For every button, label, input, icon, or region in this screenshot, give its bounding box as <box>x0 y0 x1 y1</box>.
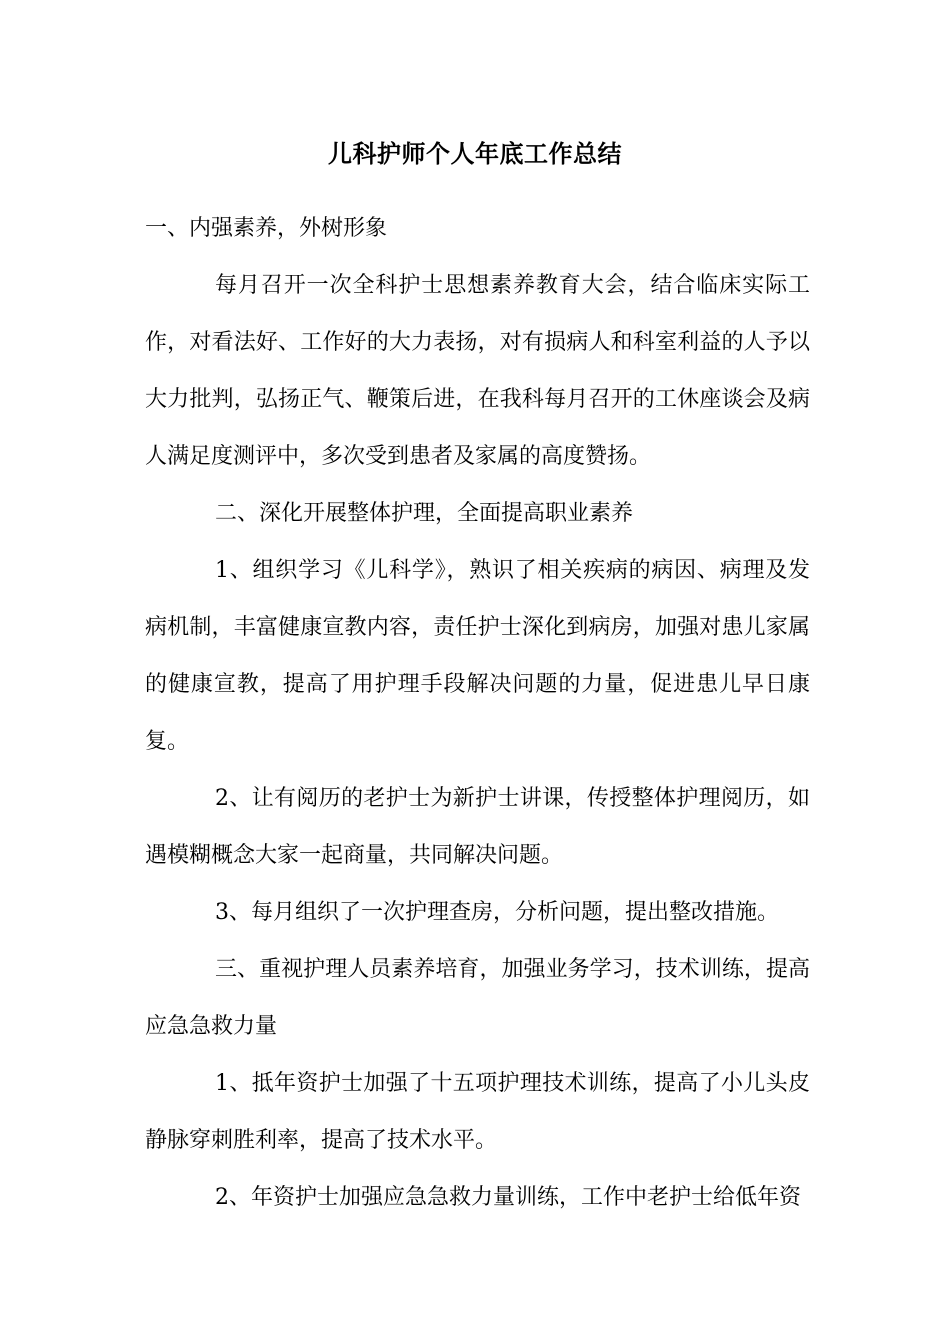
paragraph: 3、每月组织了一次护理查房，分析问题，提出整改措施。 <box>215 900 779 925</box>
section-heading-2: 二、深化开展整体护理，全面提高职业素养 <box>215 501 634 526</box>
paragraph: 2、年资护士加强应急急救力量训练，工作中老护士给低年资 <box>215 1185 801 1210</box>
section-heading-1: 一、内强素养，外树形象 <box>145 216 388 241</box>
paragraph: 每月召开一次全科护士思想素养教育大会，结合临床实际工作，对看法好、工作好的大力表扬，对有损病人和科室利益的人予以大力批判，弘扬正气、鞭策后进，在我科每月召开的工休座谈会及病人满足度测评中，多次受到患者及家属的高度赞扬。 <box>145 273 810 469</box>
document-body <box>145 200 810 1226</box>
document-title: 儿科护师个人年底工作总结 <box>328 139 622 168</box>
paragraph: 2、让有阅历的老护士为新护士讲课，传授整体护理阅历，如遇模糊概念大家一起商量，共同解决问题。 <box>145 786 810 868</box>
paragraph: 1、抵年资护士加强了十五项护理技术训练，提高了小儿头皮静脉穿刺胜利率，提高了技术水平。 <box>145 1071 810 1153</box>
section-heading-3: 三、重视护理人员素养培育，加强业务学习，技术训练，提高应急急救力量 <box>145 957 810 1039</box>
paragraph: 1、组织学习《儿科学》，熟识了相关疾病的病因、病理及发病机制，丰富健康宣教内容，责任护士深化到病房，加强对患儿家属的健康宣教，提高了用护理手段解决问题的力量，促进患儿早日康复。 <box>145 558 810 754</box>
